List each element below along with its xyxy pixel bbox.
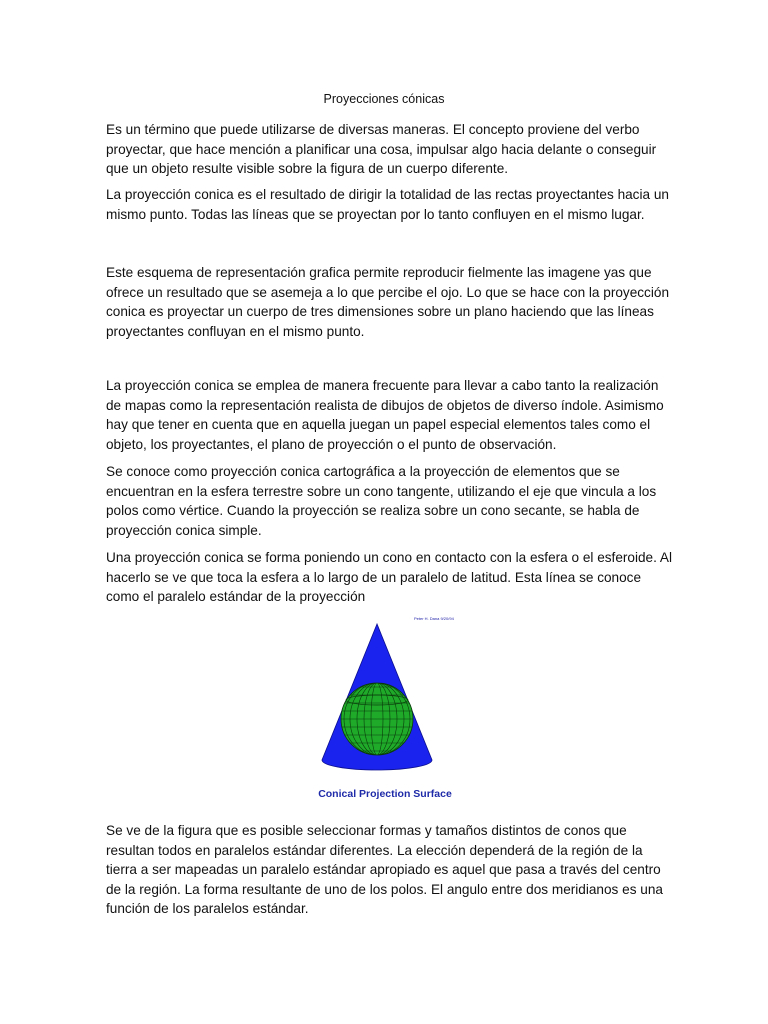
figure-caption: Conical Projection Surface bbox=[318, 788, 452, 800]
conical-projection-figure bbox=[300, 612, 470, 807]
paragraph-usage: La proyección conica se emplea de manera frecuente para llevar a cabo tanto la realización de mapas como la representación realista de dibujos de objetos de diverso índole. Asimismo hay que tener en cuenta que en aquella juegan un papel especial elementos tales como el objeto, los proyectantes, el plano de proyección o el punto de observación. bbox=[106, 378, 664, 452]
paragraph-standard-parallel: Una proyección conica se forma poniendo un cono en contacto con la esfera o el esferoide. Al hacerlo se ve que toca la esfera a lo largo de un paralelo de latitud. Esta línea se conoce como el paralelo estándar de la proyección bbox=[106, 550, 673, 604]
paragraph-intro: Es un término que puede utilizarse de diversas maneras. El concepto proviene del verbo proyectar, que hace mención a planificar una cosa, impulsar algo hacia delante o conseguir que un objeto resulte visible sobre la figura de un cuerpo diferente. bbox=[106, 122, 657, 176]
page-title: Proyecciones cónicas bbox=[323, 92, 445, 106]
paragraph-representation: Este esquema de representación grafica permite reproducir fielmente las imagene yas que ofrece un resultado que se asemeja a lo que percibe el ojo. Lo que se hace con la proyección conica es proyectar un cuerpo de tres dimensiones sobre un plano haciendo que las líneas proyectantes confluyan en el mismo punto. bbox=[106, 265, 669, 339]
paragraph-conclusion: Se ve de la figura que es posible seleccionar formas y tamaños distintos de conos que resultan todos en paralelos estándar diferentes. La elección dependerá de la región de la tierra a ser mapeadas un paralelo estándar apropiado es aquel que pasa a través del centro de la región. La forma resultante de uno de los polos. El angulo entre dos meridianos es una función de los paralelos estándar. bbox=[106, 823, 663, 916]
paragraph-definition: La proyección conica es el resultado de dirigir la totalidad de las rectas proyectantes hacia un mismo punto. Todas las líneas que se proyectan por lo tanto confluyen en el mismo lugar. bbox=[106, 187, 669, 222]
figure-credit: Peter H. Dana 9/20/94 bbox=[414, 616, 454, 621]
cone-sphere-illustration bbox=[300, 612, 470, 807]
paragraph-cartographic: Se conoce como proyección conica cartográfica a la proyección de elementos que se encuentran en la esfera terrestre sobre un cono tangente, utilizando el eje que vincula a los polos como vértice. Cuando la proyección se realiza sobre un cono secante, se habla de proyección conica simple. bbox=[106, 464, 657, 538]
